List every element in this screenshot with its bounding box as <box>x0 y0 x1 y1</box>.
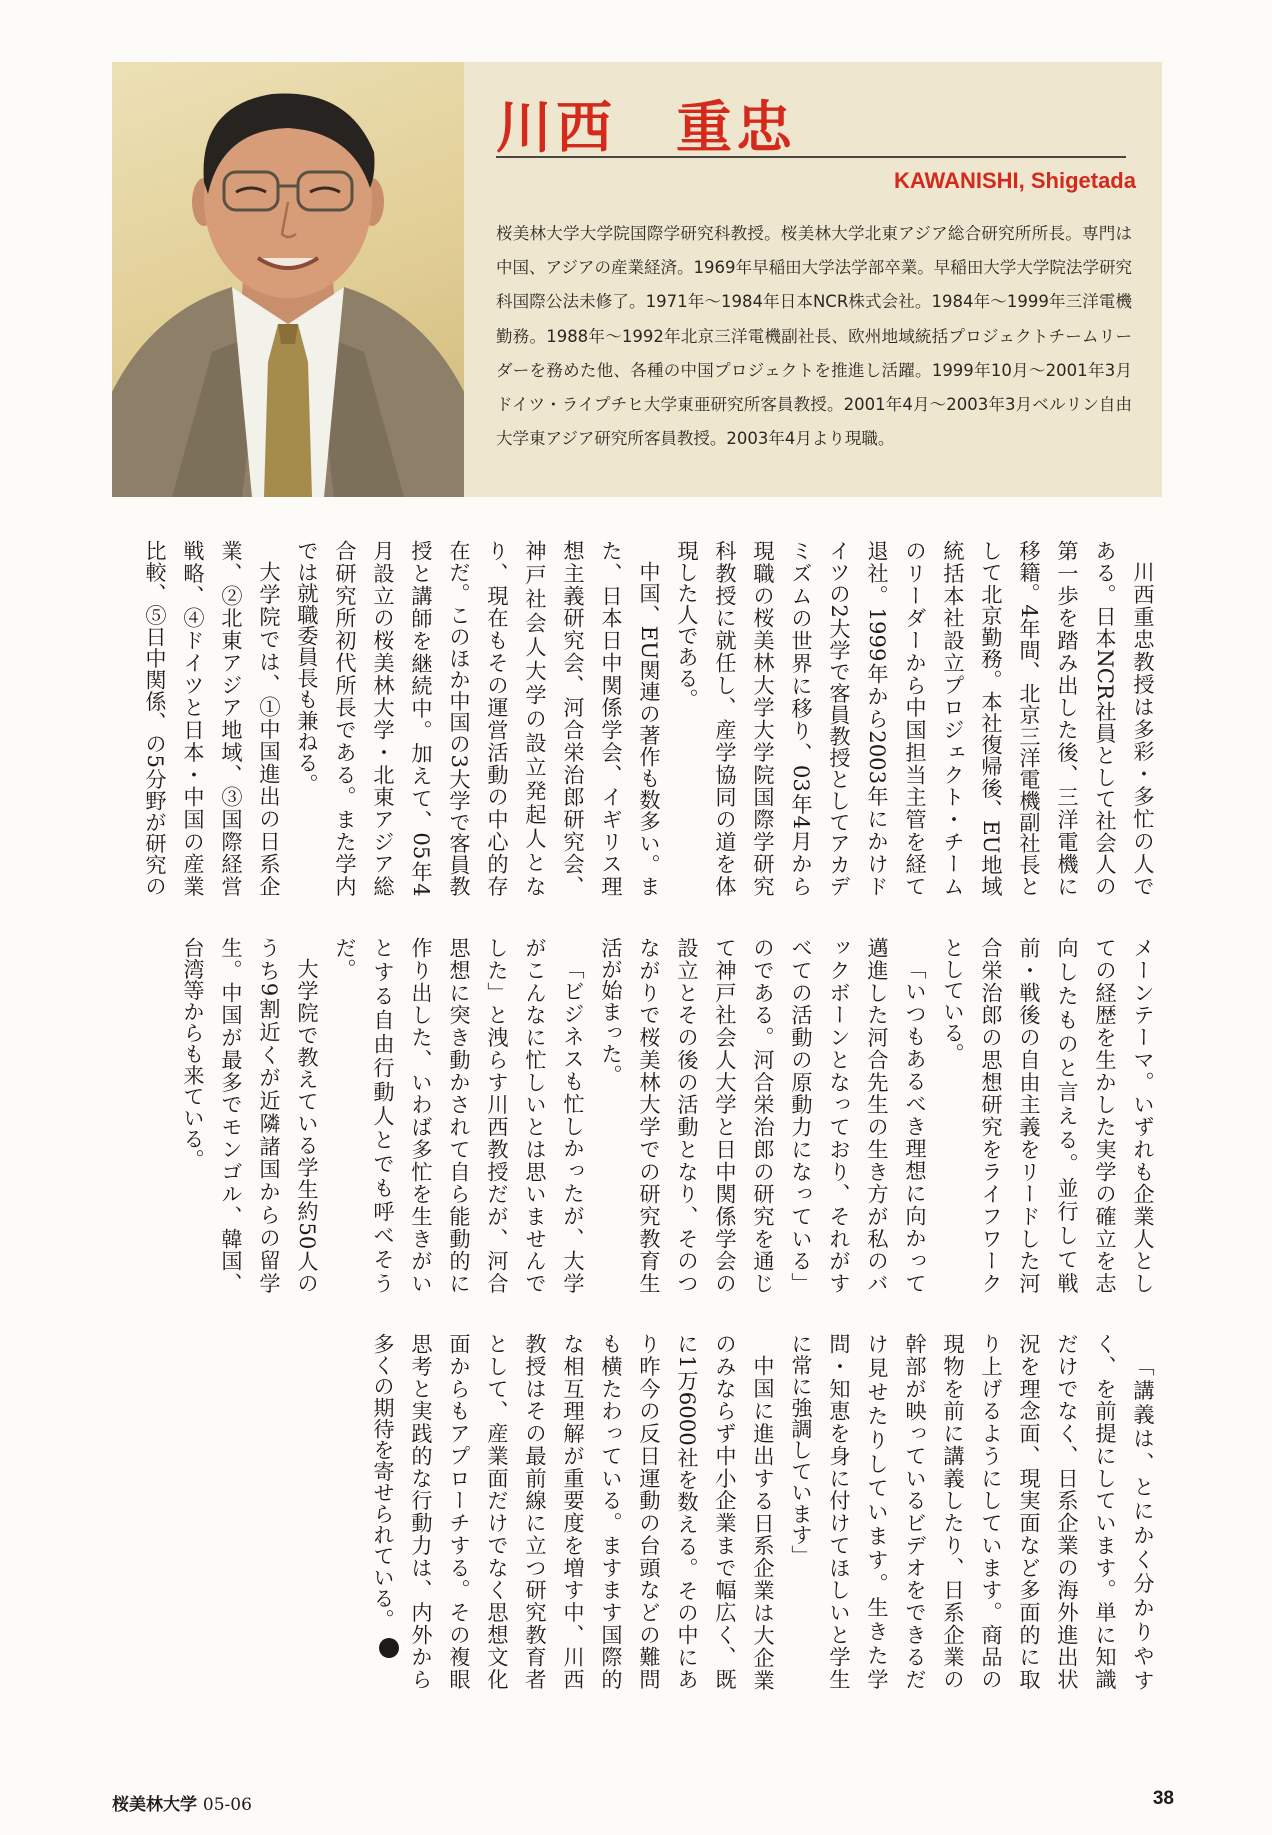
article-paragraph-last-text: 中国に進出する日系企業は大企業のみならず中小企業まで幅広く、既に1万6000社を数える。その中にあり昨今の反日運動の台頭などの難問も横たわっている。ますます国際的な相互理解が重要度を増す中、川西教授はその最前線に立つ研究教育者として、産業面だけでなく思想文化面からもアプローチする。その複眼思考と実践的な行動力は、内外から多くの期待を寄せられている。 <box>371 1333 776 1690</box>
biography-text: 桜美林大学大学院国際学研究科教授。桜美林大学北東アジア総合研究所所長。専門は中国、アジアの産業経済。1969年早稲田大学法学部卒業。早稲田大学大学院法学研究科国際公法未修了。1971年〜1984年日本NCR株式会社。1984年〜1999年三洋電機勤務。1988年〜1992年北京三洋電機副社長、欧州地域統括プロジェクトチームリーダーを務めた他、各種の中国プロジェクトを推進し活躍。1999年10月〜2001年3月ドイツ・ライプチヒ大学東亜研究所客員教授。2001年4月〜2003年3月ベルリン自由大学東アジア研究所客員教授。2003年4月より現職。 <box>496 224 1132 449</box>
article-body <box>112 540 1162 1690</box>
article-paragraph: 中国、EU関連の著作も数多い。また、日本日中関係学会、イギリス理想主義研究会、河合栄治郎研究会、神戸社会人大学の設立発起人となり、現在もその運営活動の中心的存在だ。このほか中国の3大学で客員教授と講師を継続中。加えて、05年4月設立の桜美林大学・北東アジア総合研究所初代所長である。また学内では就職委員長も兼ねる。 <box>295 540 662 897</box>
name-divider <box>496 156 1126 158</box>
article-paragraph: 「ビジネスも忙しかったが、大学がこんなに忙しいとは思いませんでした」と洩らす川西教授だが、河合思想に突き動かされて自ら能動的に作り出した、いわば多忙を生きがいとする自由行動人とでも呼べそうだ。 <box>333 936 586 1294</box>
name-japanese: 川西 重忠 <box>496 96 796 161</box>
publication-name: 桜美林大学 <box>112 1795 197 1815</box>
footer-publication <box>112 1790 252 1815</box>
article-paragraph: 大学院で教えている学生約50人のうち9割近くが近隣諸国からの留学生。中国が最多でモンゴル、韓国、台湾等からも来ている。 <box>181 936 320 1294</box>
bio-panel <box>464 62 1162 497</box>
name-romanized: KAWANISHI, Shigetada <box>893 168 1136 193</box>
article-paragraph-last <box>364 1333 782 1690</box>
article-paragraph: 川西重忠教授は多彩・多忙の人である。日本NCR社員として社会人の第一歩を踏み出した後、三洋電機に移籍。4年間、北京三洋電機副社長として北京勤務。本社復帰後、EU地域統括本社設立プロジェクト・チームのリーダーから中国担当主管を経て退社。1999年から2003年にかけドイツの2大学で客員教授としてアカデミズムの世界に移り、03年4月から現職の桜美林大学大学院国際学研究科教授に就任し、産学協同の道を体現した人である。 <box>675 540 1156 897</box>
issue-number: 05-06 <box>202 1795 252 1815</box>
article-paragraph: 「講義は、とにかく分かりやすく、を前提にしています。単に知識だけでなく、日系企業の海外進出状況を理念面、現実面など多面的に取り上げるようにしています。商品の現物を前に講義したり、日系企業の幹部が映っているビデオをできるだけ見せたりしています。生きた学問・知恵を身に付けてほしいと学生に常に強調しています」 <box>789 1333 1156 1690</box>
page-number: 38 <box>1152 1788 1174 1809</box>
profile-header <box>112 62 1162 497</box>
portrait-photo-icon <box>112 62 464 497</box>
portrait-photo <box>112 62 464 497</box>
end-mark-icon: U <box>379 1638 399 1658</box>
article-paragraph: 大学院では、①中国進出の日系企業、②北東アジア地域、③国際経営戦略、④ドイツと日本・中国の産業比較、⑤日中関係、の5分野が研究のメーンテーマ。いずれも企業人としての経歴を生かした実学の確立を志向したものと言える。並行して戦前・戦後の自由主義をリードした河合栄治郎の思想研究をライフワークとしている。 <box>143 540 1156 1294</box>
article-paragraph: 「いつもあるべき理想に向かって邁進した河合先生の生き方が私のバックボーンとなっており、それがすべての活動の原動力になっている」のである。河合栄治郎の研究を通じて神戸社会人大学と日中関係学会の設立とその後の活動となり、そのつながりで桜美林大学での研究教育生活が始まった。 <box>599 936 928 1294</box>
